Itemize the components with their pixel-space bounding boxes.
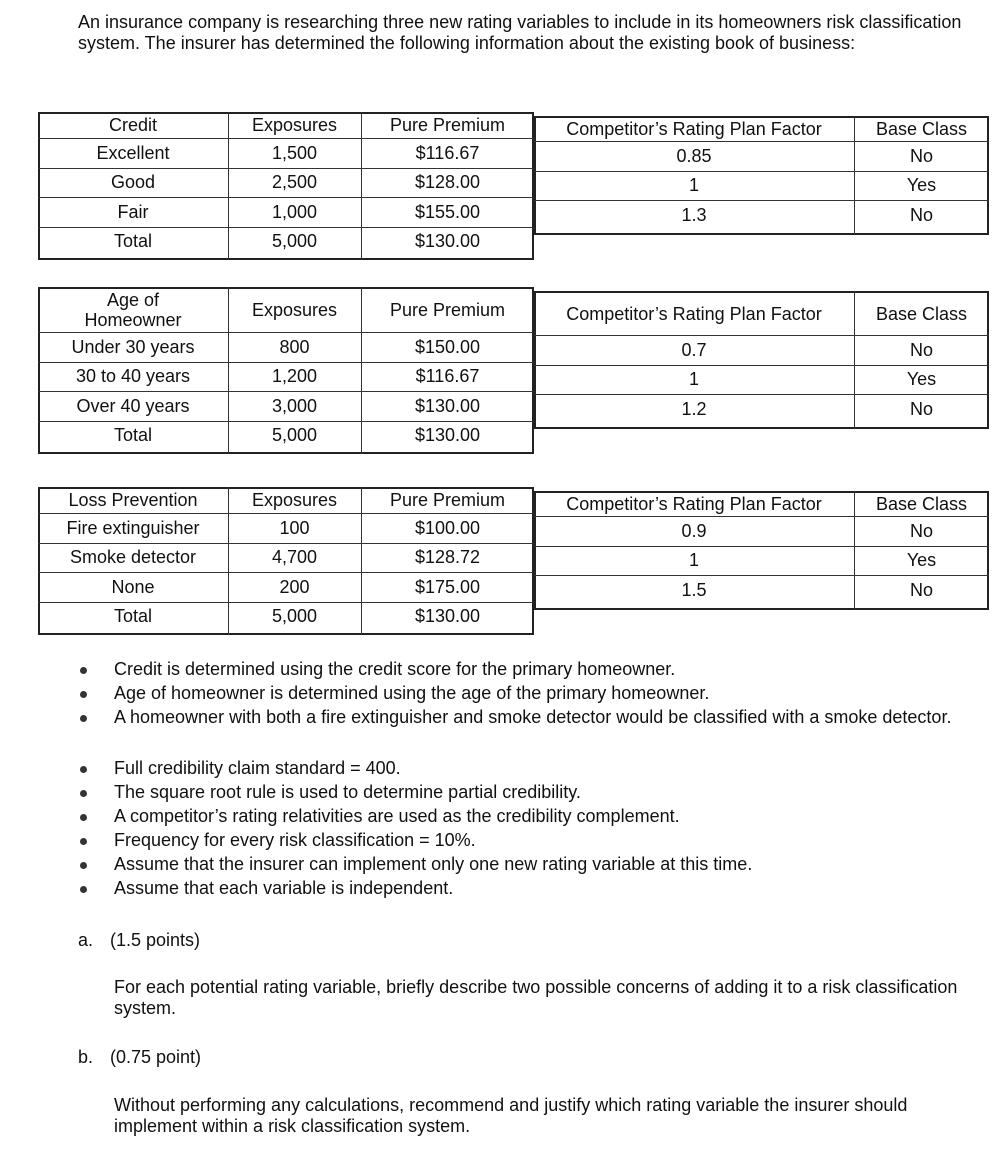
table-3-cell: 100 [279, 517, 310, 538]
table-1-header-4: Base Class [875, 119, 968, 139]
question-b-points: (0.75 point) [110, 1047, 202, 1067]
bullet-item: The square root rule is used to determine partial credibility. [114, 782, 581, 802]
question-a-points: (1.5 points) [110, 930, 201, 950]
question-b-text: Without performing any calculations, recommend and justify which rating variable the insurer should implement within a risk classification system. [114, 1095, 908, 1136]
table-1-header-0: Credit [108, 115, 157, 135]
bullet-dot [80, 886, 87, 893]
table-2-cell: Over 40 years [76, 395, 190, 416]
table-2-header-3: Competitor’s Rating Plan Factor [566, 303, 822, 324]
table-3-header-3: Competitor’s Rating Plan Factor [566, 494, 822, 514]
table-2-header-2: Pure Premium [389, 299, 506, 320]
table-3-total-cell: $130.00 [414, 606, 481, 627]
table-3-cell: $175.00 [414, 576, 481, 597]
bullet-item: Assume that the insurer can implement only one new rating variable at this time. [114, 854, 753, 874]
table-1-total-cell: Total [113, 231, 153, 252]
table-1-cell: $116.67 [415, 142, 480, 163]
table-2-cell: $150.00 [414, 336, 481, 357]
table-1-cell: $155.00 [414, 201, 481, 222]
table-3-total-cell: 5,000 [271, 606, 318, 627]
table-3-cell: 0.9 [681, 520, 707, 541]
table-2-cell: 800 [279, 336, 310, 357]
table-3-cell: $128.72 [414, 547, 481, 568]
table-1-cell: Fair [117, 201, 149, 222]
table-1-cell: 1,500 [271, 142, 318, 163]
table-3-cell: 1 [688, 550, 699, 571]
table-1-total-cell: $130.00 [414, 231, 481, 252]
table-3-cell: No [909, 579, 933, 600]
bullet-item: A homeowner with both a fire extinguisher and smoke detector would be classified with a smoke detector. [114, 707, 952, 727]
table-2-total-cell: 5,000 [271, 425, 318, 446]
table-2-cell: 1,200 [271, 366, 318, 387]
table-2-cell: Yes [906, 369, 937, 390]
intro-text: An insurance company is researching three new rating variables to include in its homeowners risk classification system. The insurer has determined the following information about the existing book of business: [78, 12, 962, 53]
bullet-item: Frequency for every risk classification = 10%. [114, 830, 476, 850]
intro-paragraph [78, 12, 998, 54]
bullet-item: Assume that each variable is independent. [114, 878, 454, 898]
table-1-cell: 1.3 [681, 204, 707, 225]
table-1-total-cell: 5,000 [271, 231, 318, 252]
table-2-cell: No [909, 398, 933, 419]
table-3-cell: 1.5 [681, 579, 707, 600]
table-1-cell: 2,500 [271, 172, 318, 193]
table-2-cell: 1.2 [681, 398, 707, 419]
table-2-cell: 3,000 [271, 395, 318, 416]
table-2-cell: 30 to 40 years [75, 366, 191, 387]
table-2-total-cell: Total [113, 425, 153, 446]
table-3-cell: None [111, 576, 155, 597]
table-2-cell: $130.00 [414, 395, 481, 416]
table-1-header-2: Pure Premium [389, 115, 506, 135]
bullet-dot [80, 715, 87, 722]
table-2-cell: 0.7 [681, 339, 707, 360]
table-1-cell: Yes [906, 175, 937, 196]
table-3-cell: Yes [906, 550, 937, 571]
bullet-dot [80, 814, 87, 821]
bullet-dot [80, 766, 87, 773]
table-3-total-cell: Total [113, 606, 153, 627]
table-2-cell: No [909, 339, 933, 360]
bullet-dot [80, 838, 87, 845]
bullet-dot [80, 667, 87, 674]
table-1-cell: Good [110, 172, 156, 193]
bullet-item: Age of homeowner is determined using the age of the primary homeowner. [114, 683, 710, 703]
table-3-cell: Fire extinguisher [66, 517, 200, 538]
table-3-header-2: Pure Premium [389, 490, 506, 510]
bullet-dot [80, 862, 87, 869]
table-3-cell: 4,700 [271, 547, 318, 568]
table-1-cell: No [909, 204, 933, 225]
bullet-item: A competitor’s rating relativities are used as the credibility complement. [114, 806, 680, 826]
table-1-header-1: Exposures [251, 115, 338, 135]
table-1-cell: 1 [688, 175, 699, 196]
table-1-cell: $128.00 [414, 172, 481, 193]
bullet-dot [80, 790, 87, 797]
table-1-cell: Excellent [96, 142, 170, 163]
question-b-label: b. [78, 1047, 94, 1067]
table-1-cell: 1,000 [271, 201, 318, 222]
table-2-cell: 1 [688, 369, 699, 390]
table-2-total-cell: $130.00 [414, 425, 481, 446]
table-1-cell: 0.85 [676, 145, 712, 166]
table-2-cell: $116.67 [415, 366, 480, 387]
question-a-label: a. [78, 930, 94, 950]
table-1-cell: No [909, 145, 933, 166]
table-3-header-1: Exposures [251, 490, 338, 510]
table-1-header-3: Competitor’s Rating Plan Factor [566, 119, 822, 139]
table-3-cell: No [909, 520, 933, 541]
bullet-item: Credit is determined using the credit score for the primary homeowner. [114, 659, 676, 679]
table-3-header-0: Loss Prevention [68, 490, 198, 510]
question-a-text: For each potential rating variable, briefly describe two possible concerns of adding it to a risk classification system. [114, 977, 958, 1018]
bullet-dot [80, 691, 87, 698]
table-2-header-0: Age of Homeowner [84, 289, 182, 330]
table-3-header-4: Base Class [875, 494, 968, 514]
table-2-header-1: Exposures [251, 299, 338, 320]
table-3-cell: Smoke detector [69, 547, 197, 568]
table-3-cell: 200 [279, 576, 310, 597]
table-3-cell: $100.00 [414, 517, 481, 538]
table-2-cell: Under 30 years [71, 336, 195, 357]
table-2-header-4: Base Class [875, 303, 968, 324]
bullet-item: Full credibility claim standard = 400. [114, 758, 401, 778]
